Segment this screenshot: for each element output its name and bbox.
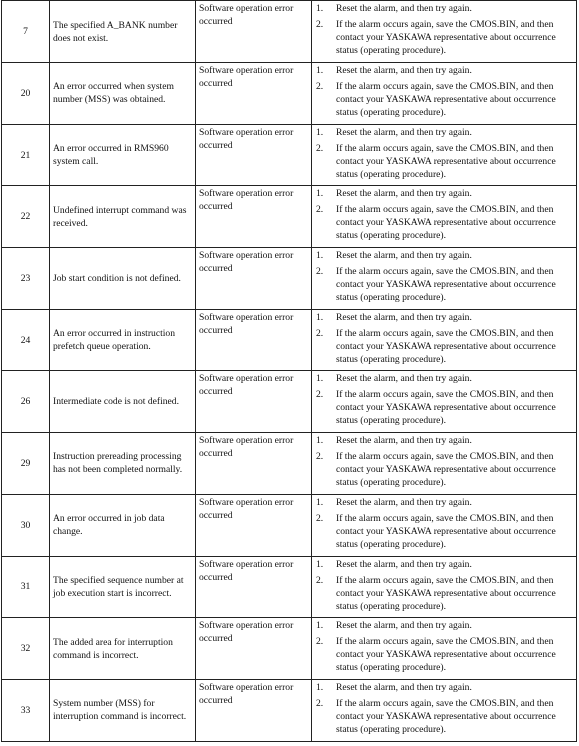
alarm-description: An error occurred in RMS960 system call. <box>50 124 196 186</box>
step-text: If the alarm occurs again, save the CMOS.BIN, and then contact your YASKAWA representative about occurrence status (operating procedure). <box>336 142 556 180</box>
remedy-step-2 <box>316 574 573 613</box>
alarm-description: The added area for interruption command is incorrect. <box>50 618 196 680</box>
step-text: If the alarm occurs again, save the CMOS.BIN, and then contact your YASKAWA representative about occurrence status (operating procedure). <box>336 204 556 242</box>
step-text: If the alarm occurs again, save the CMOS.BIN, and then contact your YASKAWA representative about occurrence status (operating procedure). <box>336 574 556 612</box>
alarm-description: Instruction prereading processing has not been completed normally. <box>50 433 196 495</box>
step-index: 2. <box>316 697 324 709</box>
remedy-step-2 <box>316 265 573 304</box>
remedy-step-1 <box>316 372 573 385</box>
step-index: 2. <box>316 389 324 401</box>
step-index: 2. <box>316 204 324 216</box>
alarm-remedy <box>312 309 577 371</box>
step-index: 1. <box>316 250 324 262</box>
alarm-description: The specified sequence number at job execution start is incorrect. <box>50 556 196 618</box>
alarm-cause: Software operation error occurred <box>196 186 312 248</box>
alarm-description: The specified A_BANK number does not exist. <box>50 1 196 63</box>
table-row <box>2 433 577 495</box>
alarm-number: 31 <box>2 556 50 618</box>
step-text: Reset the alarm, and then try again. <box>336 65 472 76</box>
alarm-table <box>1 0 577 742</box>
alarm-number: 33 <box>2 679 50 741</box>
alarm-number: 30 <box>2 494 50 556</box>
step-index: 2. <box>316 451 324 463</box>
table-row <box>2 679 577 741</box>
table-row <box>2 371 577 433</box>
remedy-step-2 <box>316 18 573 57</box>
table-row <box>2 494 577 556</box>
alarm-remedy <box>312 679 577 741</box>
alarm-cause: Software operation error occurred <box>196 371 312 433</box>
alarm-remedy <box>312 186 577 248</box>
alarm-cause: Software operation error occurred <box>196 124 312 186</box>
step-text: If the alarm occurs again, save the CMOS.BIN, and then contact your YASKAWA representative about occurrence status (operating procedure). <box>336 389 556 427</box>
alarm-cause: Software operation error occurred <box>196 1 312 63</box>
alarm-remedy <box>312 433 577 495</box>
remedy-step-2 <box>316 327 573 366</box>
remedy-step-2 <box>316 635 573 674</box>
step-text: If the alarm occurs again, save the CMOS.BIN, and then contact your YASKAWA representative about occurrence status (operating procedure). <box>336 451 556 489</box>
alarm-cause: Software operation error occurred <box>196 433 312 495</box>
table-row <box>2 124 577 186</box>
remedy-step-1 <box>316 126 573 139</box>
step-text: If the alarm occurs again, save the CMOS.BIN, and then contact your YASKAWA representative about occurrence status (operating procedure). <box>336 697 556 735</box>
alarm-number: 24 <box>2 309 50 371</box>
table-row <box>2 309 577 371</box>
remedy-step-1 <box>316 2 573 15</box>
alarm-number: 26 <box>2 371 50 433</box>
step-index: 1. <box>316 126 324 138</box>
table-row <box>2 248 577 310</box>
remedy-step-1 <box>316 496 573 509</box>
step-index: 1. <box>316 311 324 323</box>
alarm-cause: Software operation error occurred <box>196 556 312 618</box>
alarm-number: 22 <box>2 186 50 248</box>
step-index: 2. <box>316 19 324 30</box>
table-row <box>2 63 577 125</box>
alarm-number: 32 <box>2 618 50 680</box>
step-text: If the alarm occurs again, save the CMOS.BIN, and then contact your YASKAWA representative about occurrence status (operating procedure). <box>336 81 556 118</box>
step-text: Reset the alarm, and then try again. <box>336 188 472 200</box>
alarm-remedy <box>312 371 577 433</box>
remedy-step-1 <box>316 187 573 200</box>
remedy-step-2 <box>316 142 573 181</box>
alarm-cause: Software operation error occurred <box>196 309 312 371</box>
step-text: If the alarm occurs again, save the CMOS.BIN, and then contact your YASKAWA representative about occurrence status (operating procedure). <box>336 636 556 674</box>
alarm-description: Undefined interrupt command was received. <box>50 186 196 248</box>
remedy-step-2 <box>316 450 573 489</box>
alarm-cause: Software operation error occurred <box>196 618 312 680</box>
alarm-remedy <box>312 63 577 125</box>
step-index: 1. <box>316 188 324 200</box>
step-index: 1. <box>316 373 324 385</box>
table-row <box>2 556 577 618</box>
step-index: 2. <box>316 512 324 524</box>
alarm-number: 23 <box>2 248 50 310</box>
step-index: 1. <box>316 558 324 570</box>
table-row <box>2 1 577 63</box>
remedy-step-2 <box>316 512 573 551</box>
alarm-remedy <box>312 618 577 680</box>
step-index: 1. <box>316 3 324 14</box>
step-index: 1. <box>316 620 324 632</box>
step-index: 2. <box>316 636 324 648</box>
alarm-cause: Software operation error occurred <box>196 494 312 556</box>
step-index: 2. <box>316 327 324 339</box>
remedy-step-1 <box>316 619 573 632</box>
table-row <box>2 618 577 680</box>
step-index: 1. <box>316 65 324 76</box>
remedy-step-1 <box>316 249 573 262</box>
alarm-cause: Software operation error occurred <box>196 63 312 125</box>
step-index: 2. <box>316 142 324 154</box>
step-index: 1. <box>316 681 324 693</box>
remedy-step-2 <box>316 80 573 119</box>
step-text: Reset the alarm, and then try again. <box>336 250 472 262</box>
alarm-number: 7 <box>2 1 50 63</box>
remedy-step-1 <box>316 434 573 447</box>
step-index: 2. <box>316 266 324 278</box>
step-text: Reset the alarm, and then try again. <box>336 558 472 570</box>
step-text: Reset the alarm, and then try again. <box>336 681 472 693</box>
step-text: If the alarm occurs again, save the CMOS.BIN, and then contact your YASKAWA representative about occurrence status (operating procedure). <box>336 266 556 304</box>
step-text: If the alarm occurs again, save the CMOS.BIN, and then contact your YASKAWA representative about occurrence status (operating procedure). <box>336 19 556 56</box>
alarm-cause: Software operation error occurred <box>196 248 312 310</box>
alarm-number: 21 <box>2 124 50 186</box>
step-text: Reset the alarm, and then try again. <box>336 620 472 632</box>
step-index: 1. <box>316 435 324 447</box>
alarm-description: An error occurred when system number (MSS) was obtained. <box>50 63 196 125</box>
remedy-step-1 <box>316 558 573 571</box>
alarm-remedy <box>312 494 577 556</box>
alarm-description: An error occurred in job data change. <box>50 494 196 556</box>
alarm-description: An error occurred in instruction prefetch queue operation. <box>50 309 196 371</box>
remedy-step-1 <box>316 64 573 77</box>
alarm-remedy <box>312 248 577 310</box>
step-text: Reset the alarm, and then try again. <box>336 373 472 385</box>
alarm-remedy <box>312 1 577 63</box>
remedy-step-1 <box>316 681 573 694</box>
alarm-number: 29 <box>2 433 50 495</box>
step-text: If the alarm occurs again, save the CMOS.BIN, and then contact your YASKAWA representative about occurrence status (operating procedure). <box>336 512 556 550</box>
step-index: 2. <box>316 574 324 586</box>
remedy-step-1 <box>316 311 573 324</box>
step-index: 1. <box>316 496 324 508</box>
alarm-cause: Software operation error occurred <box>196 679 312 741</box>
alarm-number: 20 <box>2 63 50 125</box>
remedy-step-2 <box>316 203 573 242</box>
alarm-description: Job start condition is not defined. <box>50 248 196 310</box>
step-text: Reset the alarm, and then try again. <box>336 496 472 508</box>
step-text: If the alarm occurs again, save the CMOS.BIN, and then contact your YASKAWA representative about occurrence status (operating procedure). <box>336 327 556 365</box>
step-text: Reset the alarm, and then try again. <box>336 311 472 323</box>
remedy-step-2 <box>316 388 573 427</box>
step-index: 2. <box>316 81 324 92</box>
remedy-step-2 <box>316 697 573 736</box>
alarm-remedy <box>312 124 577 186</box>
alarm-remedy <box>312 556 577 618</box>
alarm-description: Intermediate code is not defined. <box>50 371 196 433</box>
step-text: Reset the alarm, and then try again. <box>336 3 472 14</box>
table-row <box>2 186 577 248</box>
alarm-description: System number (MSS) for interruption command is incorrect. <box>50 679 196 741</box>
step-text: Reset the alarm, and then try again. <box>336 435 472 447</box>
step-text: Reset the alarm, and then try again. <box>336 126 472 138</box>
